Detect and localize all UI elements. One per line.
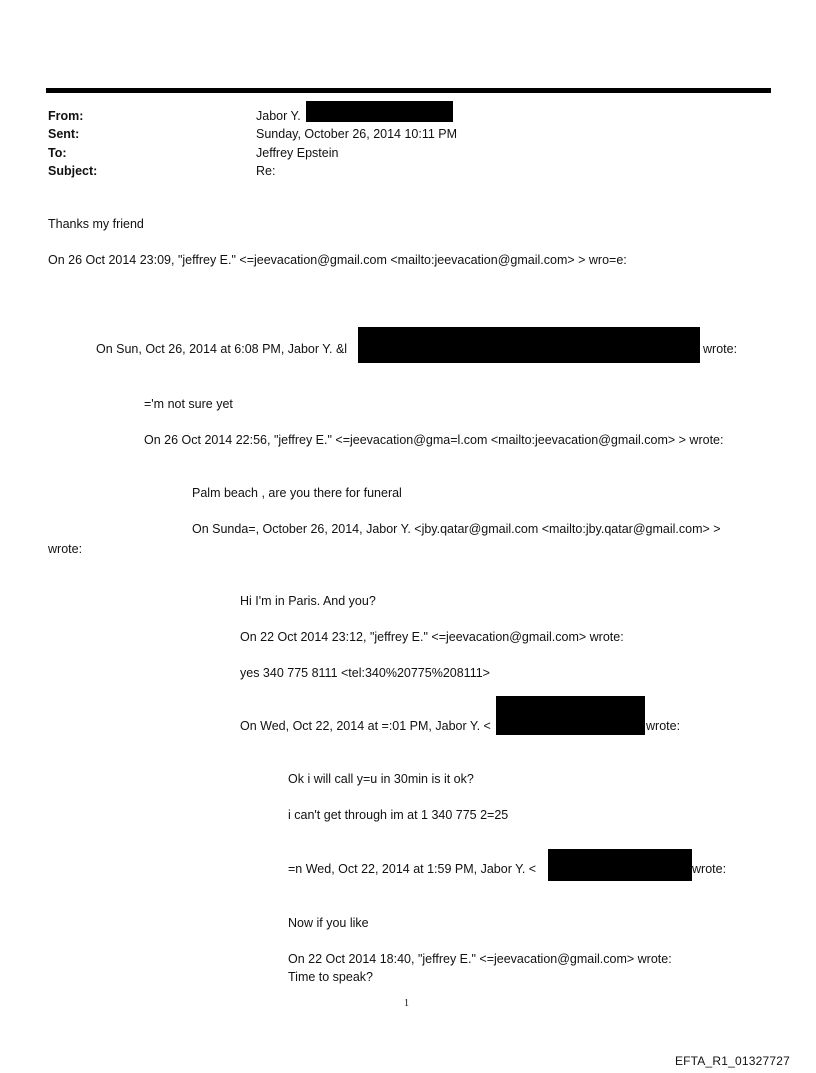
redaction-from (306, 101, 453, 122)
body-line: Ok i will call y=u in 30min is it ok? (288, 772, 474, 786)
from-value: Jabor Y. (256, 109, 301, 123)
body-line: wrote: (646, 719, 681, 733)
body-line: yes 340 775 8111 <tel:340%20775%208111> (240, 666, 490, 680)
redaction-email (496, 696, 645, 735)
header-rule (46, 88, 771, 93)
to-label: To: (48, 146, 67, 160)
page-number: 1 (404, 998, 409, 1009)
body-line: i can't get through im at 1 340 775 2=25 (288, 808, 509, 822)
body-line: wrote: (703, 342, 738, 356)
body-line: =n Wed, Oct 22, 2014 at 1:59 PM, Jabor Y. < (288, 862, 537, 876)
document-id-footer: EFTA_R1_01327727 (674, 1054, 790, 1068)
body-line: ='m not sure yet (144, 397, 233, 411)
sent-value: Sunday, October 26, 2014 10:11 PM (256, 127, 458, 141)
body-line: Hi I'm in Paris. And you? (240, 594, 376, 608)
body-line: wrote: (48, 542, 83, 556)
body-line: On Wed, Oct 22, 2014 at =:01 PM, Jabor Y. < (240, 719, 491, 733)
body-line: On 22 Oct 2014 18:40, "jeffrey E." <=jeevacation@gmail.com> wrote: (288, 952, 672, 966)
body-line: Thanks my friend (48, 217, 144, 231)
body-line: Palm beach , are you there for funeral (192, 486, 402, 500)
body-line: On 22 Oct 2014 23:12, "jeffrey E." <=jeevacation@gmail.com> wrote: (240, 630, 624, 644)
body-line: On Sunda=, October 26, 2014, Jabor Y. <jby.qatar@gmail.com <mailto:jby.qatar@gmail.com> > (192, 522, 721, 536)
body-line: wrote: (692, 862, 727, 876)
body-line: On 26 Oct 2014 22:56, "jeffrey E." <=jeevacation@gma=l.com <mailto:jeevacation@gmail.com> > wrote: (144, 433, 724, 447)
from-label: From: (48, 109, 84, 123)
body-line: Time to speak? (288, 970, 373, 984)
subject-value: Re: (256, 164, 276, 178)
redaction-email (548, 849, 692, 881)
sent-label: Sent: (48, 127, 80, 141)
body-line: On 26 Oct 2014 23:09, "jeffrey E." <=jeevacation@gmail.com <mailto:jeevacation@gmail.com> > wro=e: (48, 253, 627, 267)
body-line: On Sun, Oct 26, 2014 at 6:08 PM, Jabor Y. &l (96, 342, 348, 356)
to-value: Jeffrey Epstein (256, 146, 339, 160)
subject-label: Subject: (48, 164, 98, 178)
redaction-email (358, 327, 700, 363)
body-line: Now if you like (288, 916, 369, 930)
